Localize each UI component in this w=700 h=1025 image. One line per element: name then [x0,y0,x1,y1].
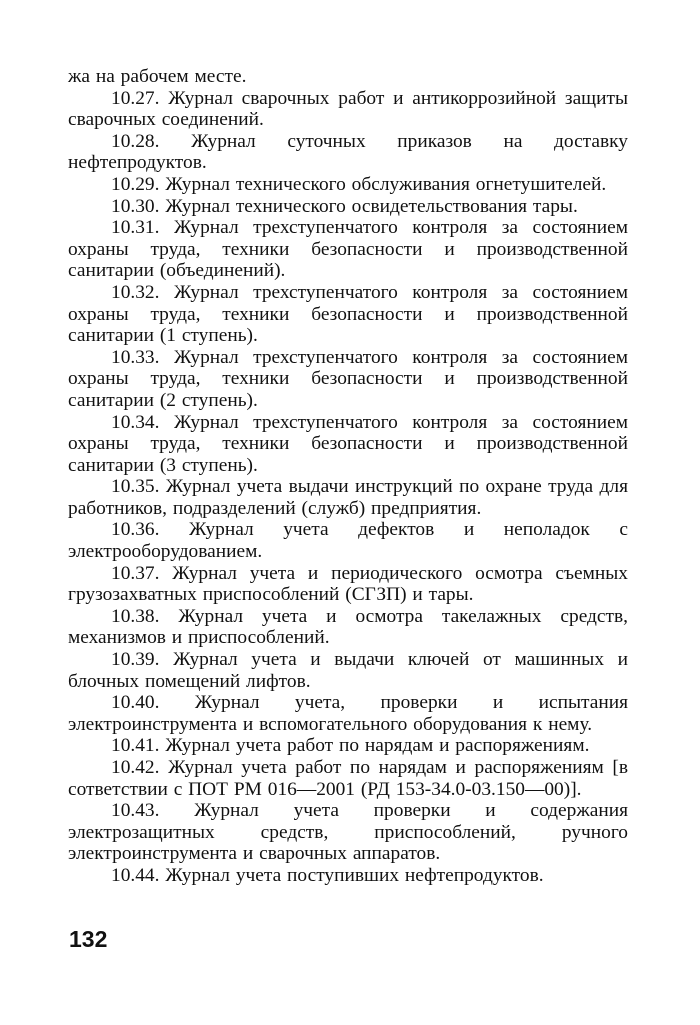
paragraph-10-27: 10.27. Журнал сварочных работ и антикоррозийной защиты сварочных соединений. [68,87,628,131]
paragraph-continuation: жа на рабочем месте. [68,66,247,87]
paragraph-10-41: 10.41. Журнал учета работ по нарядам и распоряжениям. [111,735,590,757]
paragraph-10-31: 10.31. Журнал трехступенчатого контроля за состоянием охраны труда, техники безопасности и производственной санитарии (объединений). [68,217,628,282]
paragraph-10-28: 10.28. Журнал суточных приказов на доставку нефтепродуктов. [68,130,628,174]
paragraph-10-40: 10.40. Журнал учета, проверки и испытания электроинструмента и вспомогательного оборудования к нему. [68,692,628,735]
paragraph-10-35: 10.35. Журнал учета выдачи инструкций по охране труда для работников, подразделений (служб) предприятия. [68,476,628,519]
paragraph-10-39: 10.39. Журнал учета и выдачи ключей от машинных и блочных помещений лифтов. [68,649,628,692]
page-number: 132 [69,926,108,952]
page-body [68,66,628,887]
paragraph-10-43: 10.43. Журнал учета проверки и содержания электрозащитных средств, приспособлений, ручного электроинструмента и сварочных аппаратов. [68,800,628,865]
paragraph-10-32: 10.32. Журнал трехступенчатого контроля за состоянием охраны труда, техники безопасности и производственной санитарии (1 ступень). [68,281,628,347]
paragraph-10-38: 10.38. Журнал учета и осмотра такелажных средств, механизмов и приспособлений. [68,605,628,649]
paragraph-10-44: 10.44. Журнал учета поступивших нефтепродуктов. [111,864,544,886]
paragraph-10-37: 10.37. Журнал учета и периодического осмотра съемных грузозахватных приспособлений (СГЗП) и тары. [68,562,628,606]
paragraph-10-42: 10.42. Журнал учета работ по нарядам и распоряжениям [в сответствии с ПОТ РМ 016—2001 (РД 153-34.0-03.150—00)]. [68,757,628,800]
paragraph-10-33: 10.33. Журнал трехступенчатого контроля за состоянием охраны труда, техники безопасности и производственной санитарии (2 ступень). [68,346,628,411]
paragraph-10-30: 10.30. Журнал технического освидетельствования тары. [111,195,578,217]
paragraph-10-36: 10.36. Журнал учета дефектов и неполадок с электрооборудованием. [68,519,628,563]
paragraph-10-34: 10.34. Журнал трехступенчатого контроля за состоянием охраны труда, техники безопасности и производственной санитарии (3 ступень). [68,411,628,476]
paragraph-10-29: 10.29. Журнал технического обслуживания огнетушителей. [111,173,607,195]
